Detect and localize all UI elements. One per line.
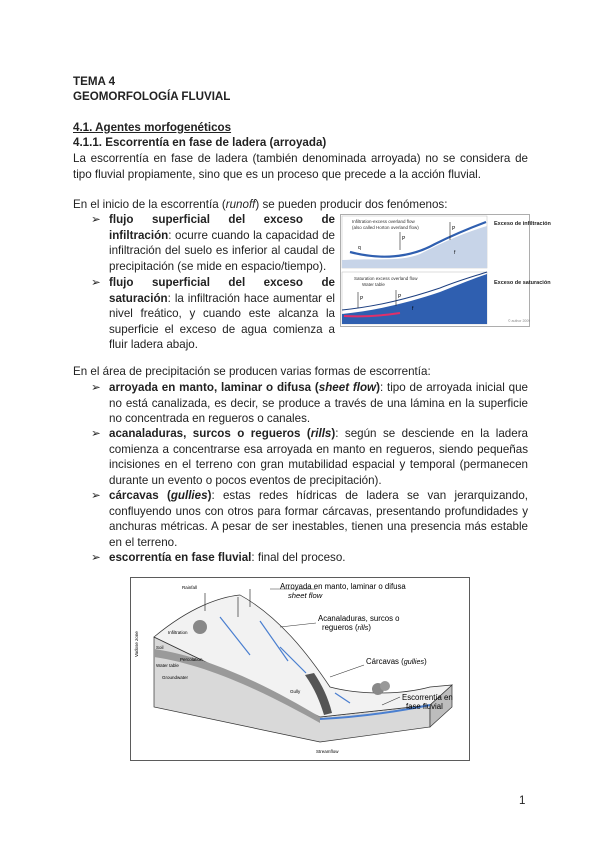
page-number: 1 (519, 795, 526, 807)
panel1-caption: Infiltration-excess overland flow (352, 219, 415, 224)
figure-credit: © author 2009 (508, 319, 531, 323)
hillslope-runoff-figure (130, 577, 470, 761)
intro-paragraph: La escorrentía en fase de ladera (también denominada arroyada) no se considera de tipo fluvial propiamente, sino que es un proceso que precede a la acción fluvial. (73, 152, 528, 181)
symbol-p: P (398, 294, 402, 300)
label-sheet-flow-en: sheet flow (288, 591, 323, 600)
symbol-p: P (360, 296, 364, 302)
label-fluvial-b: fase fluvial (406, 702, 443, 711)
bullet-arrow-icon: ➢ (91, 276, 101, 289)
bullet-arrow-icon: ➢ (91, 381, 101, 394)
label-infiltration: Infiltration (168, 630, 188, 635)
panel1-caption2: (also called Horton overland flow) (352, 225, 419, 230)
precip-lead: En el área de precipitación se producen varias formas de escorrentía: (73, 365, 431, 378)
label-groundwater: Groundwater (162, 675, 189, 680)
page-title: GEOMORFOLOGÍA FLUVIAL (73, 90, 231, 103)
symbol-q: q (358, 245, 361, 251)
list-item: flujo superficial del exceso de saturación: la infiltración hace aumentar el nivel freático, y cuando este alcanza la superficie el exceso de agua comienza a fluir ladera abajo. (109, 276, 335, 352)
label-gully: Gully (290, 689, 301, 694)
subsection-title: 4.1.1. Escorrentía en fase de ladera (arroyada) (73, 136, 327, 149)
label-streamflow: Streamflow (316, 749, 339, 754)
runoff-lead: En el inicio de la escorrentía (runoff) se pueden producir dos fenómenos: (73, 198, 448, 211)
label-soil: Soil (156, 645, 164, 650)
list-item: acanaladuras, surcos o regueros (rills): según se desciende en la ladera comienza a concentrarse esa arroyada en manto en regueros, siendo pequeñas incisiones en el terreno con gran mutabilidad espacial y temporal (permanecen durante un evento o pocos eventos de precipitación). (109, 427, 529, 487)
tema-label: TEMA 4 (73, 75, 116, 88)
symbol-f: f (454, 250, 456, 256)
panel2-caption: Saturation excess overland flow (354, 276, 418, 281)
label-rills-a: Acanaladuras, surcos o (318, 614, 400, 623)
label-vadose-zone: Vadose zone (134, 631, 139, 657)
symbol-f: f (412, 306, 414, 312)
list-item: cárcavas (gullies): estas redes hídricas de ladera se van jerarquizando, confluyendo unos con otros para formar cárcavas, presentando profundidades y anchuras métricas. A pesar de ser inestables, tienen una presencia más estable en el terreno. (109, 489, 528, 549)
panel2-label: Exceso de saturación (494, 280, 551, 286)
panel2-caption2: Water table (362, 282, 385, 287)
bullet-arrow-icon: ➢ (91, 551, 101, 564)
section-title: 4.1. Agentes morfogenéticos (73, 121, 232, 134)
symbol-p: P (402, 236, 406, 242)
label-percolation: Percolation (180, 657, 203, 662)
bullet-arrow-icon: ➢ (91, 213, 101, 226)
label-rainfall: Rainfall (182, 585, 198, 590)
panel1-label: Exceso de infiltración (494, 221, 551, 227)
label-rills: regueros (rills) (322, 623, 371, 632)
list-item: arroyada en manto, laminar o difusa (sheet flow): tipo de arroyada inicial que no está canalizada, es decir, se produce a través de una lámina en la superficie no concentrada en regueros o canales. (109, 381, 528, 426)
bullet-arrow-icon: ➢ (91, 489, 101, 502)
list-item: flujo superficial del exceso de infiltración: ocurre cuando la capacidad de infiltración del suelo es inferior al caudal de precipitación (se mide en espacio/tiempo). (109, 213, 335, 273)
label-sheet-flow: Arroyada en manto, laminar o difusa (280, 582, 406, 591)
overland-flow-figure (340, 214, 551, 327)
label-water-table: Water table (156, 663, 179, 668)
symbol-p: P (452, 226, 456, 232)
bullet-arrow-icon: ➢ (91, 427, 101, 440)
list-item: escorrentía en fase fluvial: final del proceso. (109, 551, 346, 564)
label-gullies: Cárcavas (gullies) (366, 657, 427, 666)
label-fluvial-a: Escorrentía en (402, 693, 453, 702)
